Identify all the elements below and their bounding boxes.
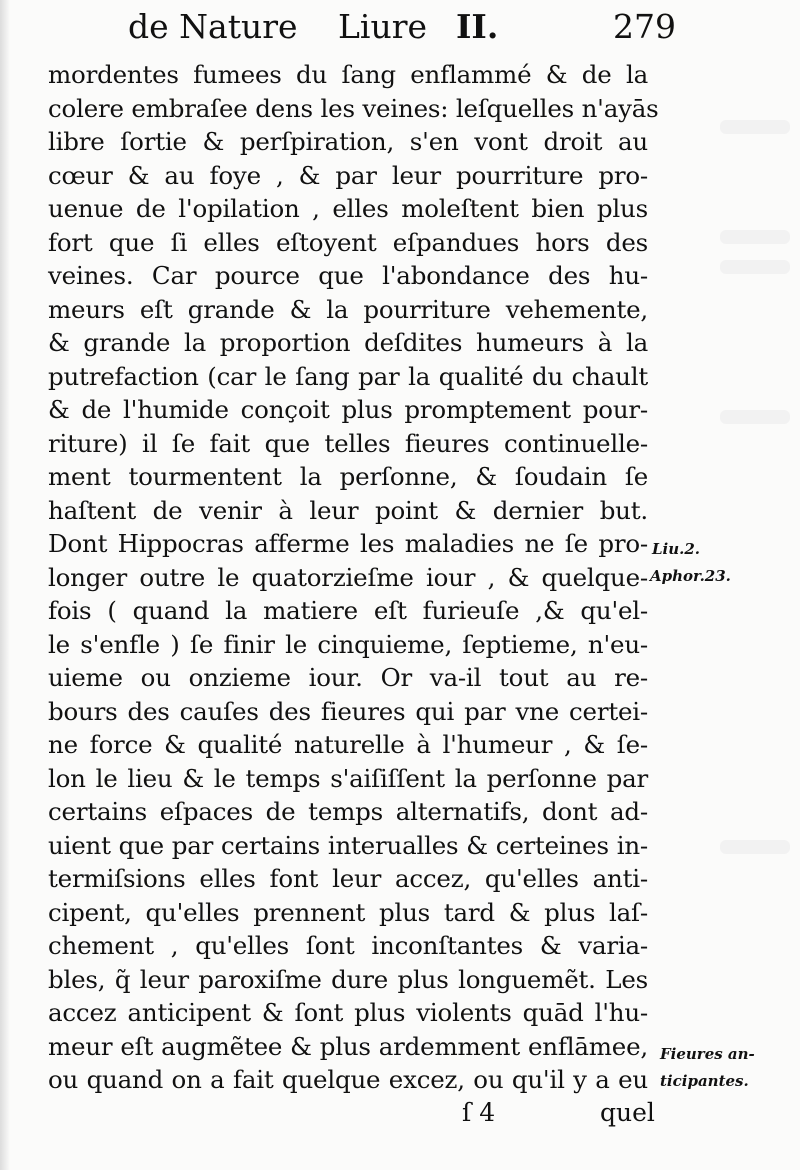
text-line: haſtent de venir à leur point & dernier but. [48,495,648,525]
signature-mark: ſ 4 [462,1098,496,1127]
text-line: uieme ou onzieme iour. Or va-il tout au re- [48,663,648,692]
page-footer [0,1098,800,1138]
bleed-through-mark [720,260,790,274]
text-line: ment tourmentent la perſonne, & ſoudain ſe [48,462,648,491]
margin-note-aphorism-ref: Aphor.23. [650,567,731,585]
text-line: Dont Hippocras afferme les maladies ne ſe pro- [48,529,648,558]
margin-note-book-ref: Liu.2. [652,540,701,558]
text-line: cœur & au foye , & par leur pourriture pro- [48,160,648,190]
text-line: uient que par certains interualles & certeines in- [48,830,648,860]
text-line: ne force & qualité naturelle à l'humeur , & ſe- [48,730,648,759]
text-line: fois ( quand la matiere eſt furieuſe ,& qu'el- [48,596,648,625]
text-line: cipent, qu'elles prennent plus tard & plus laſ- [48,897,648,927]
text-line: meur eſt augmẽtee & plus ardemment enflāmee, [48,1031,648,1061]
text-line: lon le lieu & le temps s'aiſiſſent la perſonne par [48,763,648,793]
text-line: fort que ſi elles eſtoyent eſpandues hors des [48,227,648,257]
text-line: uenue de l'opilation , elles moleſtent bien plus [48,194,648,223]
text-line: bours des cauſes des fieures qui par vne certei- [48,696,648,726]
text-line: ou quand on a fait quelque excez, ou qu'il y a eu [48,1065,648,1094]
page-gutter-shadow [0,0,10,1170]
text-line: bles, q̃ leur paroxiſme dure plus longuemẽt. Les [48,964,648,994]
margin-note-topic-line2: ticipantes. [660,1072,749,1090]
text-line: certains eſpaces de temps alternatifs, dont ad- [48,797,648,826]
catchword: quel [600,1098,655,1127]
text-line: termiſsions elles font leur accez, qu'elles anti- [48,864,648,893]
text-line: le s'enfle ) ſe finir le cinquieme, ſeptieme, n'eu- [48,629,648,659]
bleed-through-mark [720,120,790,134]
text-line: meurs eſt grande & la pourriture vehemente, [48,294,648,324]
body-text [48,58,659,1097]
header-book-label: Liure [338,7,428,46]
margin-note-topic-line1: Fieures an- [660,1045,755,1063]
page-number: 279 [613,7,676,46]
bleed-through-mark [720,410,790,424]
text-line: & de l'humide conçoit plus promptement pour- [48,395,648,424]
text-line: chement , qu'elles ſont inconſtantes & varia- [48,931,648,960]
header-book-number: II. [456,7,499,46]
text-line: & grande la proportion deſdites humeurs à la [48,328,648,357]
text-line: longer outre le quatorzieſme iour , & quelque- [48,562,648,592]
header-title: de Nature [128,7,298,46]
bleed-through-mark [720,840,790,854]
running-header [128,4,688,50]
text-line: colere embraſee dens les veines: leſquelles n'ayās [48,93,659,123]
text-line: mordentes fumees du ſang enflammé & de la [48,60,648,89]
text-line: accez anticipent & ſont plus violents quād l'hu- [48,998,648,1027]
text-line: veines. Car pource que l'abondance des hu- [48,261,648,290]
bleed-through-mark [720,230,790,244]
text-line: putrefaction (car le ſang par la qualité du chault [48,361,648,391]
text-line: riture) il ſe fait que telles fieures continuelle- [48,428,648,458]
text-line: libre ſortie & perſpiration, s'en vont droit au [48,127,648,156]
